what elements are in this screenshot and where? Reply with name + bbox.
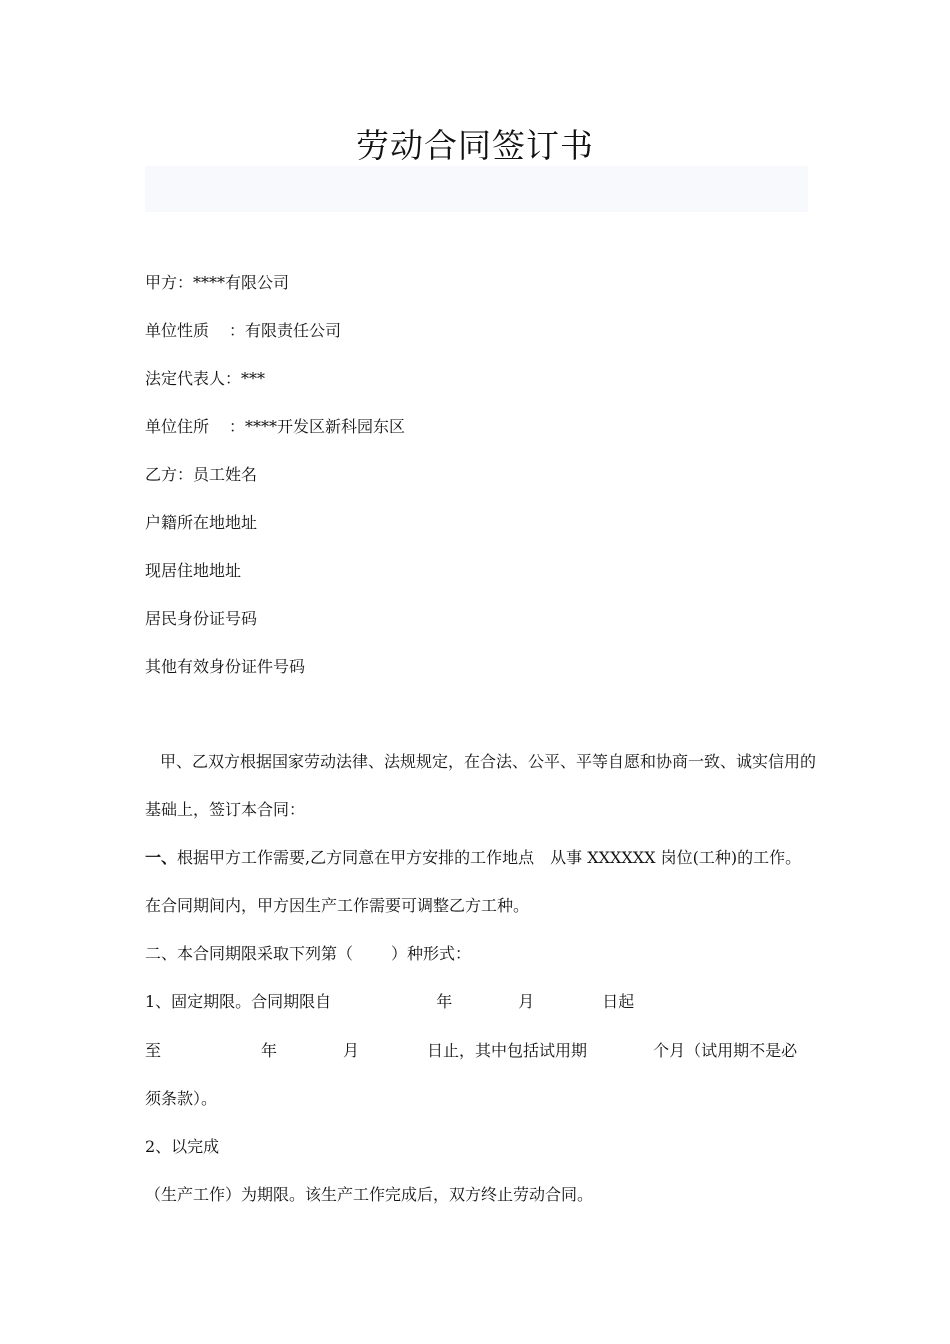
end-date-to: 至 (145, 1041, 162, 1060)
party-b-name: 乙方：员工姓名 (145, 465, 258, 484)
clause-2-heading-a: 二、本合同期限采取下列第（ (145, 944, 354, 963)
party-a-address-label: 单位住所 (145, 417, 210, 436)
clause-2-heading-b: ）种形式： (391, 944, 472, 963)
clause-1-line-1 (145, 848, 801, 868)
title-band (145, 166, 808, 212)
clause-2-end-date (145, 1041, 797, 1061)
fixed-term-year: 年 (436, 992, 453, 1011)
clause-2-item-2-detail: （生产工作）为期限。该生产工作完成后，双方终止劳动合同。 (145, 1185, 594, 1204)
document-title: 劳动合同签订书 (356, 126, 594, 165)
end-date-months: 个月（试用期不是必 (653, 1041, 798, 1060)
party-b-id-number: 居民身份证号码 (145, 609, 258, 628)
party-a-address-value: ：****开发区新科园东区 (229, 417, 406, 436)
preamble-line-2: 基础上，签订本合同： (145, 800, 306, 819)
clause-2-heading (145, 944, 471, 964)
party-a-nature (145, 321, 341, 341)
party-b-other-id: 其他有效身份证件号码 (145, 657, 306, 676)
preamble-line-1: 甲、乙双方根据国家劳动法律、法规规定，在合法、公平、平等自愿和协商一致、诚实信用的 (160, 752, 817, 771)
clause-1-text-a: 根据甲方工作需要,乙方同意在甲方安排的工作地点 (177, 848, 535, 867)
end-date-day: 日止，其中包括试用期 (427, 1041, 588, 1060)
clause-2-item-2: 2、以完成 (145, 1137, 220, 1156)
fixed-term-day: 日起 (602, 992, 635, 1011)
party-a-nature-value: ：有限责任公司 (229, 321, 342, 340)
party-a-address (145, 417, 405, 437)
fixed-term-month: 月 (518, 992, 535, 1011)
clause-1-number: 一、 (145, 848, 178, 867)
clause-1-line-2: 在合同期间内，甲方因生产工作需要可调整乙方工种。 (145, 896, 530, 915)
clause-2-tail: 须条款）。 (145, 1089, 218, 1108)
party-a-name: 甲方：****有限公司 (145, 273, 290, 292)
party-a-nature-label: 单位性质 (145, 321, 210, 340)
clause-2-fixed-term (145, 992, 634, 1012)
party-b-current-address: 现居住地地址 (145, 561, 242, 580)
party-a-representative: 法定代表人：*** (145, 369, 266, 388)
fixed-term-text: 1、固定期限。合同期限自 (145, 992, 332, 1011)
end-date-month: 月 (343, 1041, 360, 1060)
clause-1-text-b: 从事 XXXXXX 岗位(工种)的工作。 (550, 848, 802, 867)
end-date-year: 年 (261, 1041, 278, 1060)
party-b-household-address: 户籍所在地地址 (145, 513, 258, 532)
